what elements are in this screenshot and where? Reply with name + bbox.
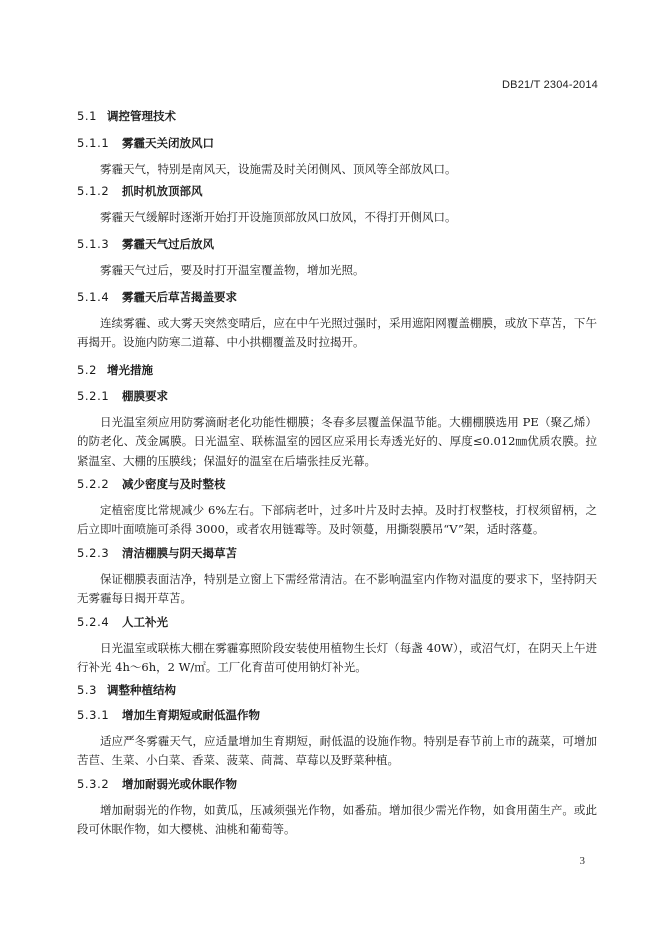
subsection-heading-5-2-4 [77,614,168,630]
subsection-number: 5.1.3 [77,237,110,251]
paragraph-5-2-3: 保证棚膜表面洁净，特别是立窗上下需经常清洁。在不影响温室内作物对温度的要求下，坚持阴天无雾霾每日揭开草苫。 [77,571,597,605]
section-number: 5.1 [77,109,98,123]
section-title: 调整种植结构 [107,683,176,697]
subsection-number: 5.2.2 [77,477,110,491]
section-title: 增光措施 [107,363,153,377]
subsection-number: 5.2.1 [77,389,110,403]
subsection-title: 雾霾天关闭放风口 [122,136,214,150]
subsection-heading-5-1-4 [77,289,237,305]
subsection-heading-5-1-1 [77,135,214,151]
paragraph-5-1-2: 雾霾天气缓解时逐渐开始打开设施顶部放风口放风，不得打开侧风口。 [100,209,457,224]
subsection-title: 增加生育期短或耐低温作物 [122,708,260,722]
subsection-number: 5.3.2 [77,777,110,791]
document-code: DB21/T 2304-2014 [502,79,598,91]
section-number: 5.2 [77,363,98,377]
paragraph-5-1-1: 雾霾天气，特别是南风天，设施需及时关闭侧风、顶风等全部放风口。 [100,161,457,176]
subsection-number: 5.2.3 [77,546,110,560]
subsection-title: 减少密度与及时整枝 [122,477,226,491]
subsection-title: 雾霾天后草苫揭盖要求 [122,290,237,304]
subsection-heading-5-1-2 [77,183,203,199]
paragraph-5-2-4: 日光温室或联栋大棚在雾霾寡照阶段安装使用植物生长灯（每盏 40W），或沼气灯，在阴天上午进行补光 4h～6h，2 W/㎡。工厂化育苗可使用钠灯补光。 [77,640,597,674]
subsection-title: 清洁棚膜与阴天揭草苫 [122,546,237,560]
subsection-heading-5-1-3 [77,236,214,252]
subsection-heading-5-3-1 [77,707,260,723]
subsection-title: 人工补光 [122,615,168,629]
subsection-number: 5.2.4 [77,615,110,629]
subsection-heading-5-2-2 [77,476,226,492]
paragraph-5-2-2: 定植密度比常规减少 6%左右。下部病老叶，过多叶片及时去掉。及时打杈整枝，打杈须留柄，之后立即叶面喷施可杀得 3000，或者农用链霉等。及时领蔓，用撕裂膜吊“V”架，适时落蔓。 [77,502,597,536]
subsection-heading-5-2-3 [77,545,237,561]
section-heading-5-3 [77,682,176,698]
paragraph-5-2-1: 日光温室须应用防雾滴耐老化功能性棚膜；冬春多层覆盖保温节能。大棚棚膜选用 PE（聚乙烯）的防老化、茂金属膜。日光温室、联栋温室的园区应采用长寿透光好的、厚度≤0.012㎜优质农膜。拉紧温室、大棚的压膜线；保温好的温室在后墙张挂反光幕。 [77,414,597,468]
subsection-title: 抓时机放顶部风 [122,184,203,198]
subsection-heading-5-2-1 [77,388,168,404]
paragraph-5-1-4: 连续雾霾、或大雾天突然变晴后，应在中午光照过强时，采用遮阳网覆盖棚膜，或放下草苫，下午再揭开。设施内防寒二道幕、中小拱棚覆盖及时拉揭开。 [77,315,597,349]
subsection-title: 棚膜要求 [122,389,168,403]
page-number: 3 [579,855,585,867]
paragraph-5-3-1: 适应严冬雾霾天气，应适量增加生育期短，耐低温的设施作物。特别是春节前上市的蔬菜，可增加苦苣、生菜、小白菜、香菜、菠菜、茼蒿、草莓以及野菜种植。 [77,733,597,767]
section-title: 调控管理技术 [107,109,176,123]
subsection-number: 5.1.2 [77,184,110,198]
subsection-title: 雾霾天气过后放风 [122,237,214,251]
section-number: 5.3 [77,683,98,697]
paragraph-5-3-2: 增加耐弱光的作物，如黄瓜，压减须强光作物，如番茄。增加很少需光作物，如食用菌生产。或此段可休眠作物，如大樱桃、油桃和葡萄等。 [77,802,597,836]
section-heading-5-2 [77,362,153,378]
paragraph-5-1-3: 雾霾天气过后，要及时打开温室覆盖物，增加光照。 [100,262,365,277]
subsection-heading-5-3-2 [77,776,237,792]
subsection-number: 5.1.1 [77,136,110,150]
subsection-number: 5.3.1 [77,708,110,722]
subsection-number: 5.1.4 [77,290,110,304]
subsection-title: 增加耐弱光或休眠作物 [122,777,237,791]
section-heading-5-1 [77,108,176,124]
